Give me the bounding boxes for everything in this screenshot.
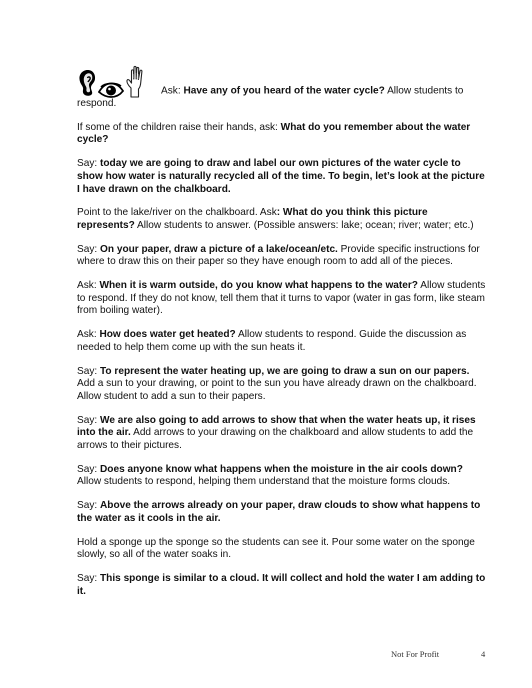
bold-text-run: How does water get heated? (99, 329, 236, 341)
text-run: Allow students to respond. (77, 85, 464, 109)
bold-text-run: today we are going to draw and label our own pictures of the water cycle to show how water is naturally recycled all of the time. To begin, let’s look at the picture I have drawn on the chalkboard. (77, 158, 485, 195)
ear-icon (77, 68, 97, 98)
bold-text-run: Does anyone know what happens when the moisture in the air cools down? (100, 463, 463, 475)
text-run: Allow students to answer. (Possible answers: lake; ocean; river; water; etc.) (134, 219, 474, 231)
bold-text-run: Have any of you heard of the water cycle? (183, 85, 385, 97)
text-run: Ask: (77, 280, 100, 292)
lesson-paragraph (77, 366, 487, 404)
bold-text-run: On your paper, draw a picture of a lake/ocean/etc. (100, 243, 338, 255)
text-run: Provide specific instructions for where to draw this on their paper so they have enough room to add all of the pieces. (77, 243, 480, 268)
text-run: Add arrows to your drawing on the chalkboard and allow students to add the arrows to their pictures. (77, 427, 474, 452)
footer-label: Not For Profit (391, 649, 440, 659)
hand-icon (125, 64, 147, 98)
text-run: Allow students to respond. If they do not know, tell them that it turns to vapor (water in gas form, like steam from boiling water). (77, 280, 486, 317)
lesson-paragraph (77, 500, 487, 525)
text-run: Say: (77, 158, 101, 170)
text-run: Ask: (77, 329, 100, 341)
document-body (77, 64, 487, 609)
lesson-paragraph (77, 207, 487, 232)
bold-text-run: To represent the water heating up, we are going to draw a sun on our papers. (100, 365, 470, 377)
text-run: Say: (77, 414, 101, 426)
bold-text-run: What do you remember about the water cycle? (77, 121, 471, 146)
bold-text-run: Above the arrows already on your paper, draw clouds to show what happens to the water as it cools in the air. (77, 500, 481, 524)
text-run: Say: (77, 463, 101, 475)
lesson-paragraph (77, 122, 487, 147)
text-run: Allow students to respond, helping them understand that the moisture forms clouds. (77, 476, 451, 488)
bold-text-run: We are also going to add arrows to show that when the water heats up, it rises into the air. (77, 414, 476, 439)
lesson-paragraph (77, 573, 487, 598)
lesson-paragraph (77, 158, 487, 196)
senses-icons (77, 64, 147, 98)
text-run: Add a sun to your drawing, or point to the sun you have already drawn on the chalkboard. Allow student to add a sun to their papers. (77, 378, 477, 402)
eye-icon (98, 82, 124, 98)
lesson-paragraph (77, 464, 487, 489)
text-run: Say: (77, 500, 101, 512)
lesson-paragraph (77, 64, 487, 111)
lesson-paragraph (77, 537, 487, 562)
page-footer (391, 649, 491, 659)
text-run: Hold a sponge up the sponge so the students can see it. Pour some water on the sponge slowly, so all of the water soaks in. (77, 536, 475, 561)
lesson-steps (77, 64, 487, 598)
bold-text-run: When it is warm outside, do you know what happens to the water? (99, 280, 418, 292)
text-run: Point to the lake/river on the chalkboard. Ask (77, 207, 277, 219)
lesson-paragraph (77, 415, 487, 453)
lesson-paragraph (77, 280, 487, 318)
text-run: Ask: (161, 85, 184, 97)
bold-text-run: This sponge is similar to a cloud. It will collect and hold the water I am adding to it. (77, 572, 486, 597)
page-number: 4 (481, 649, 486, 659)
text-run: Say: (77, 365, 101, 377)
text-run: Say: (77, 243, 101, 255)
text-run: Say: (77, 572, 101, 584)
bold-text-run: : What do you think this picture represents? (77, 207, 428, 231)
lesson-paragraph (77, 244, 487, 269)
text-run: If some of the children raise their hands, ask: (77, 121, 281, 133)
text-run: Allow students to respond. Guide the discussion as needed to help them come up with the sun heats it. (77, 329, 467, 353)
lesson-paragraph (77, 329, 487, 354)
